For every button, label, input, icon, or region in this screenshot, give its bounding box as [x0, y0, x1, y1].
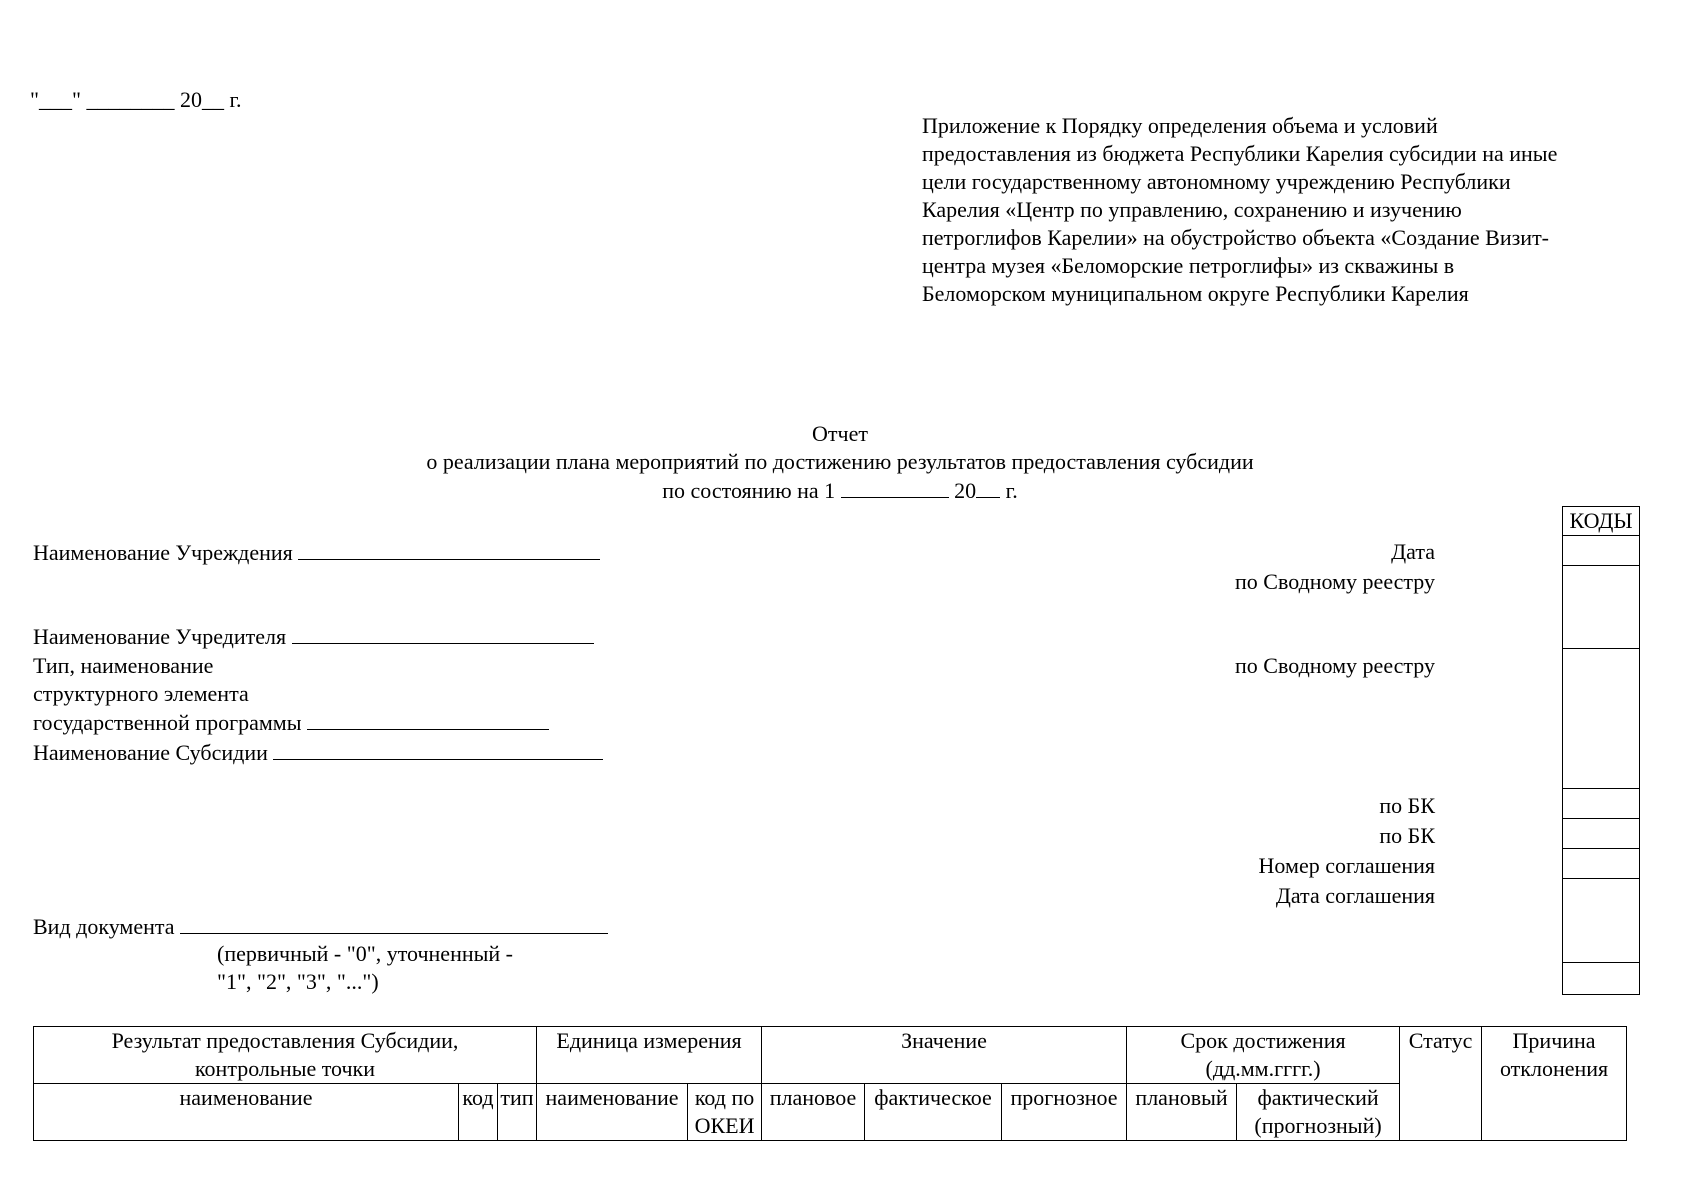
- appendix-line: Карелия «Центр по управлению, сохранению и изучению: [922, 197, 1462, 222]
- col-code: код: [459, 1084, 498, 1141]
- appendix-note: [922, 112, 1636, 308]
- doc-type-field: Вид документа: [33, 912, 608, 941]
- appendix-line: предоставления из бюджета Республики Карелия субсидии на иные: [922, 141, 1558, 166]
- program-blank[interactable]: [307, 708, 549, 730]
- founder-field: Наименование Учредителя: [33, 622, 594, 651]
- doc-type-blank[interactable]: [180, 912, 608, 934]
- year-blank[interactable]: [976, 476, 1000, 498]
- appendix-line: Приложение к Порядку определения объема и условий: [922, 113, 1438, 138]
- col-actual: фактическое: [865, 1084, 1002, 1141]
- code-cell-divider: [1562, 962, 1640, 963]
- code-cell-divider: [1562, 565, 1640, 566]
- codes-header: КОДЫ: [1562, 506, 1640, 536]
- code-label-registry-1: по Сводному реестру: [1235, 569, 1435, 594]
- subsidy-field: Наименование Субсидии: [33, 738, 603, 767]
- title-line-3: по состоянию на 1 20 г.: [662, 478, 1018, 503]
- col-forecast: прогнозное: [1002, 1084, 1127, 1141]
- code-cell-divider: [1562, 648, 1640, 649]
- unit-header: Единица измерения: [537, 1027, 762, 1084]
- status-header: Статус: [1400, 1027, 1482, 1141]
- institution-field: Наименование Учреждения: [33, 538, 600, 567]
- code-label-date: Дата: [1391, 539, 1435, 564]
- code-label-agreement-number: Номер соглашения: [1258, 853, 1435, 878]
- codes-column: [1562, 535, 1640, 995]
- code-cell-divider: [1562, 878, 1640, 879]
- founder-blank[interactable]: [292, 622, 594, 644]
- col-actual-date: фактический (прогнозный): [1237, 1084, 1400, 1141]
- code-cell-divider: [1562, 848, 1640, 849]
- report-date-line: "___" ________ 20__ г.: [30, 87, 242, 112]
- col-okei: код по ОКЕИ: [688, 1084, 762, 1141]
- title-line-1: Отчет: [812, 421, 868, 446]
- col-planned: плановое: [762, 1084, 865, 1141]
- col-unit-name: наименование: [537, 1084, 688, 1141]
- code-cell-divider: [1562, 818, 1640, 819]
- appendix-line: цели государственному автономному учреждению Республики: [922, 169, 1511, 194]
- report-title: [0, 420, 1680, 505]
- code-label-bk-2: по БК: [1379, 823, 1435, 848]
- deadline-header: Срок достижения (дд.мм.гггг.): [1127, 1027, 1400, 1084]
- doc-type-note: (первичный - "0", уточненный - "1", "2", "3", "..."): [217, 941, 513, 994]
- appendix-line: петроглифов Карелии» на обустройство объекта «Создание Визит-: [922, 225, 1550, 250]
- title-line-2: о реализации плана мероприятий по достижению результатов предоставления субсидии: [426, 449, 1254, 474]
- value-header: Значение: [762, 1027, 1127, 1084]
- col-type: тип: [498, 1084, 537, 1141]
- col-planned-date: плановый: [1127, 1084, 1237, 1141]
- reason-header: Причина отклонения: [1482, 1027, 1627, 1141]
- code-label-bk-1: по БК: [1379, 793, 1435, 818]
- code-label-registry-2: по Сводному реестру: [1235, 653, 1435, 678]
- code-label-agreement-date: Дата соглашения: [1275, 883, 1435, 908]
- subsidy-blank[interactable]: [273, 738, 603, 760]
- appendix-line: Беломорском муниципальном округе Республики Карелия: [922, 281, 1469, 306]
- result-header: Результат предоставления Субсидии, контрольные точки: [34, 1027, 537, 1084]
- results-table: [33, 1026, 1627, 1141]
- appendix-line: центра музея «Беломорские петроглифы» из скважины в: [922, 253, 1455, 278]
- program-field: государственной программы: [33, 708, 549, 737]
- code-cell-divider: [1562, 788, 1640, 789]
- col-name: наименование: [34, 1084, 459, 1141]
- program-label-2: структурного элемента: [33, 681, 249, 706]
- institution-blank[interactable]: [298, 538, 600, 560]
- program-label-1: Тип, наименование: [33, 653, 214, 678]
- month-blank[interactable]: [841, 476, 949, 498]
